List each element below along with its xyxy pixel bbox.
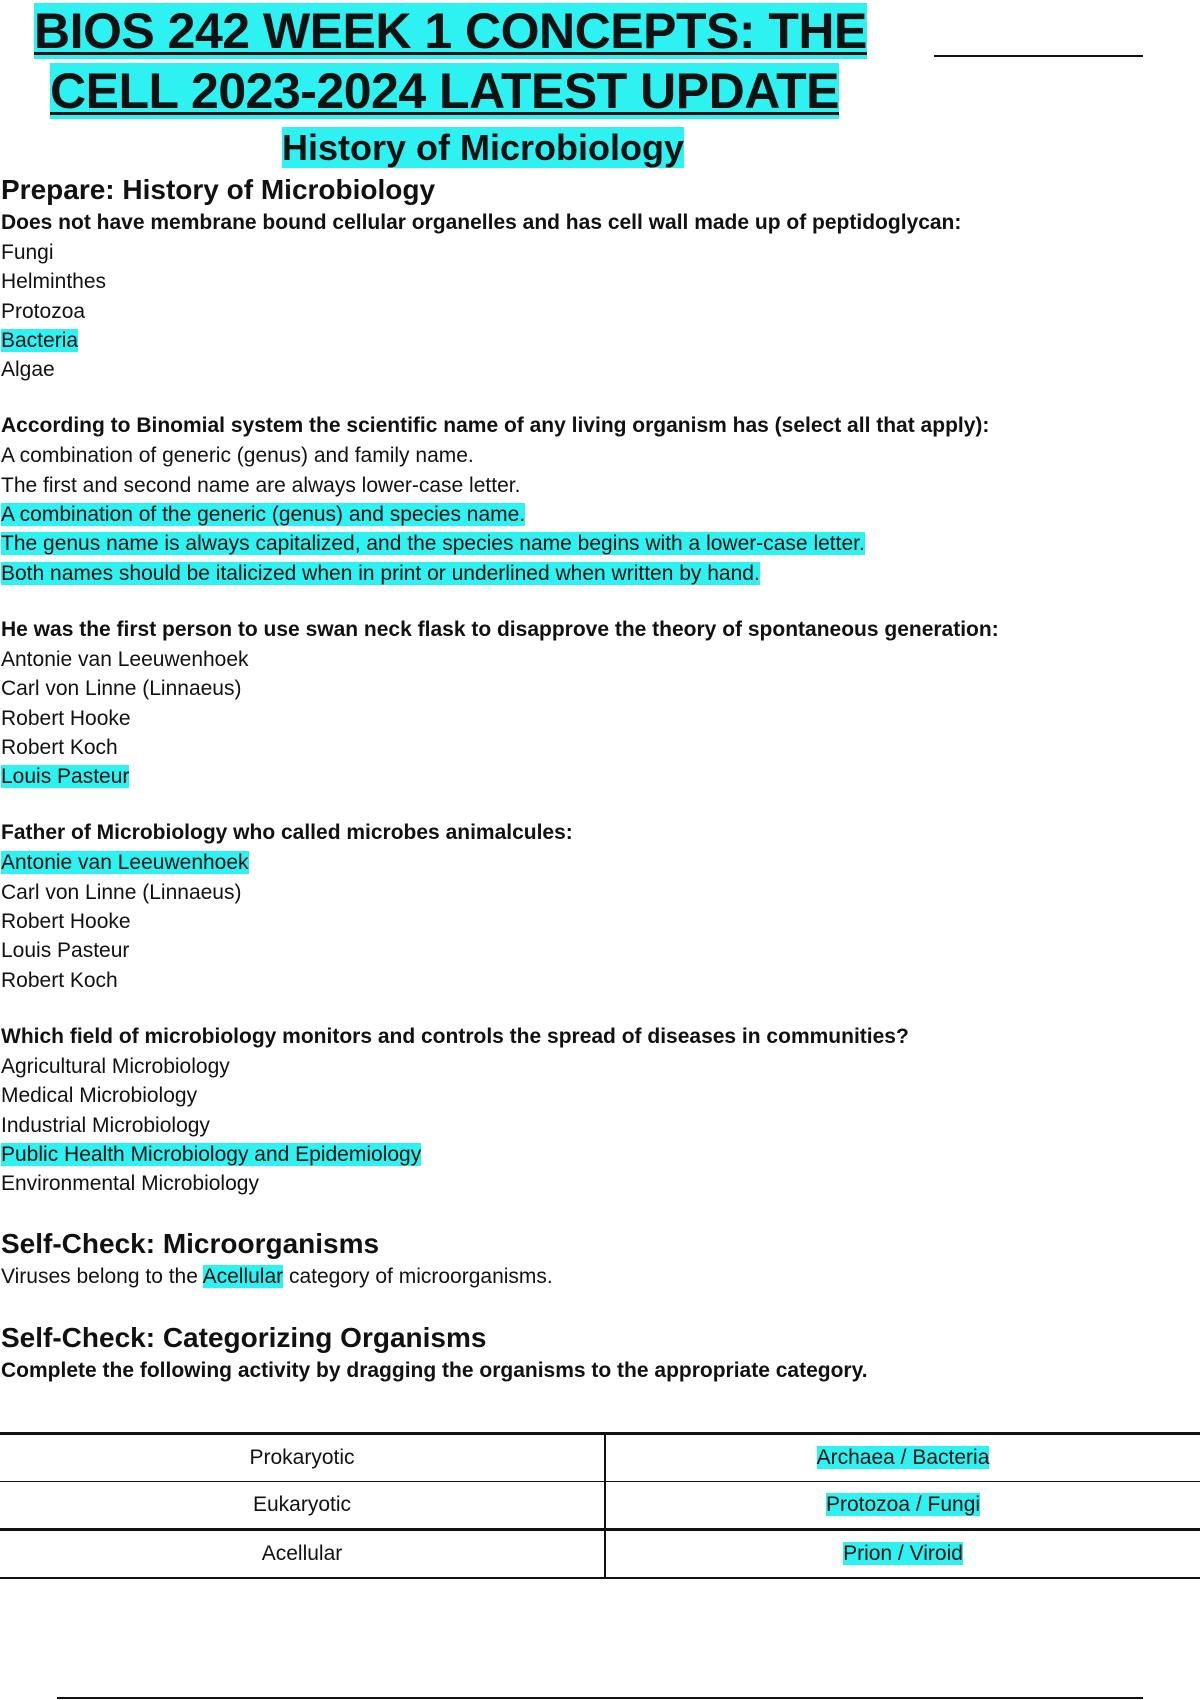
answer-option-correct: A combination of the generic (genus) and species name.	[1, 503, 526, 527]
category-table	[0, 1432, 1200, 1579]
section-heading-microorganisms: Self-Check: Microorganisms	[1, 1228, 380, 1260]
answer-option: Louis Pasteur	[1, 939, 130, 963]
title-line-1: BIOS 242 WEEK 1 CONCEPTS: THE	[34, 3, 867, 59]
answer-option: Agricultural Microbiology	[1, 1054, 230, 1078]
answer-option-correct: Public Health Microbiology and Epidemiology	[1, 1142, 422, 1166]
answer-option-correct: The genus name is always capitalized, and the species name begins with a lower-case letter.	[1, 532, 865, 556]
section-heading-prepare: Prepare: History of Microbiology	[1, 174, 436, 205]
answer-option: Robert Koch	[1, 735, 118, 759]
answer-option: Robert Hooke	[1, 910, 131, 934]
question-block	[1, 615, 1191, 791]
category-table-wrap	[0, 1432, 1200, 1579]
table-row	[0, 1482, 1200, 1530]
category-cell: Eukaryotic	[0, 1482, 605, 1530]
document-subtitle: History of Microbiology	[281, 127, 684, 168]
question-prompt: Father of Microbiology who called microbes animalcules:	[1, 821, 573, 845]
answer-option: Antonie van Leeuwenhoek	[1, 647, 249, 671]
answer-option: Robert Hooke	[1, 706, 131, 730]
question-list	[1, 208, 1191, 1198]
bottom-rule	[57, 1697, 1143, 1699]
answer-option: Industrial Microbiology	[1, 1113, 210, 1137]
answer-option: Helminthes	[1, 270, 107, 294]
organisms-cell: Archaea / Bacteria	[605, 1434, 1200, 1482]
answer-option: Protozoa	[1, 299, 86, 323]
organisms-cell: Protozoa / Fungi	[605, 1482, 1200, 1530]
question-prompt: Does not have membrane bound cellular organelles and has cell wall made up of peptidoglycan:	[1, 211, 962, 234]
section-heading-categorizing: Self-Check: Categorizing Organisms	[1, 1321, 487, 1353]
answer-option: Carl von Linne (Linnaeus)	[1, 677, 242, 701]
question-block	[1, 818, 1191, 994]
title-line-2: CELL 2023-2024 LATEST UPDATE	[50, 63, 840, 119]
answer-option: Medical Microbiology	[1, 1084, 198, 1108]
category-cell: Acellular	[0, 1530, 605, 1579]
microorganisms-sentence: Viruses belong to the Acellular category of microorganisms.	[1, 1265, 553, 1289]
table-row	[0, 1530, 1200, 1579]
answer-option-correct: Louis Pasteur	[1, 765, 130, 789]
question-block	[1, 1022, 1191, 1198]
answer-option: A combination of generic (genus) and family name.	[1, 444, 474, 468]
answer-option: Algae	[1, 358, 55, 382]
answer-option: Fungi	[1, 241, 54, 264]
answer-option: Environmental Microbiology	[1, 1172, 259, 1196]
title-rule	[934, 55, 1143, 57]
microorganisms-answer: Acellular	[202, 1265, 284, 1289]
question-prompt: Which field of microbiology monitors and controls the spread of diseases in communities?	[1, 1024, 909, 1048]
question-block	[1, 208, 1191, 384]
answer-option-correct: Antonie van Leeuwenhoek	[1, 851, 249, 875]
category-cell: Prokaryotic	[0, 1434, 605, 1482]
categorizing-instruction: Complete the following activity by dragging the organisms to the appropriate category.	[1, 1358, 868, 1382]
answer-option-correct: Bacteria	[1, 328, 79, 352]
table-row	[0, 1434, 1200, 1482]
question-block	[1, 411, 1191, 587]
question-prompt: According to Binomial system the scientific name of any living organism has (select all that apply):	[1, 414, 990, 438]
organisms-cell: Prion / Viroid	[605, 1530, 1200, 1579]
document-body	[1, 172, 1191, 1386]
answer-option: Carl von Linne (Linnaeus)	[1, 880, 242, 904]
question-prompt: He was the first person to use swan neck flask to disapprove the theory of spontaneous generation:	[1, 617, 999, 641]
answer-option-correct: Both names should be italicized when in print or underlined when written by hand.	[1, 561, 760, 585]
answer-option: Robert Koch	[1, 968, 118, 992]
answer-option: The first and second name are always lower-case letter.	[1, 473, 521, 497]
